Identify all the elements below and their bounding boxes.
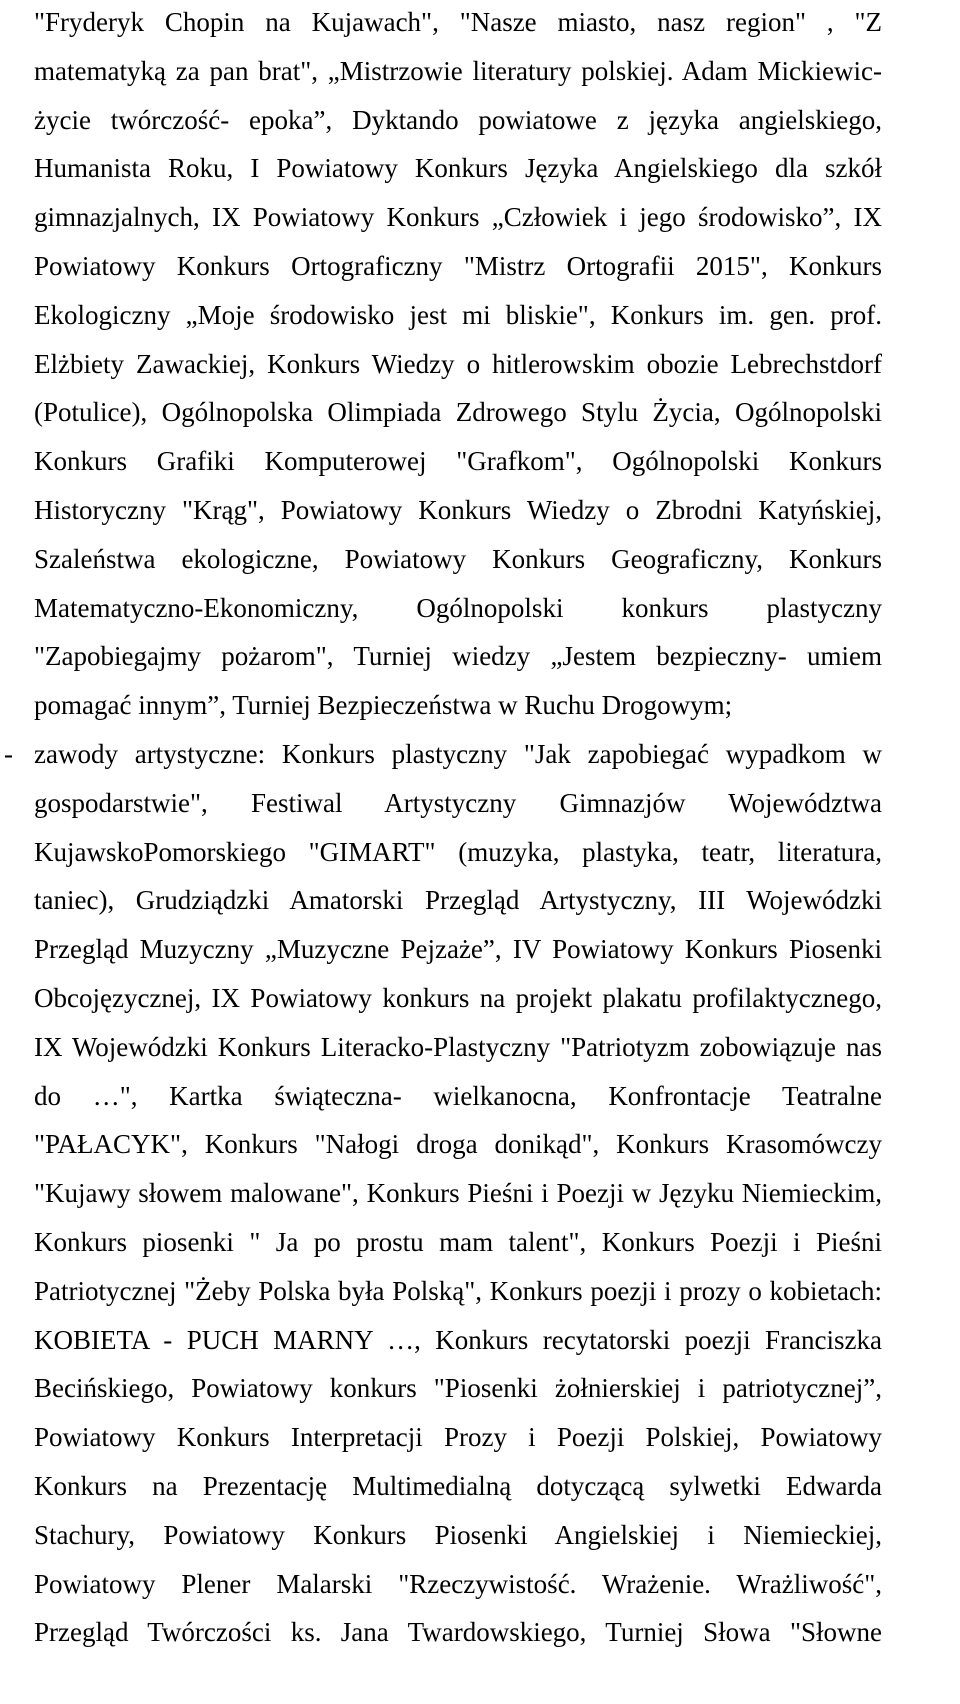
text-line: IX Wojewódzki Konkurs Literacko-Plastyczny "Patriotyzm zobowiązuje nas — [34, 1032, 882, 1062]
text-line: gimnazjalnych, IX Powiatowy Konkurs „Człowiek i jego środowisko”, IX — [34, 202, 882, 232]
text-line: Konkurs na Prezentację Multimedialną dotyczącą sylwetki Edwarda — [34, 1471, 882, 1501]
list-bullet-dash: - — [4, 739, 13, 769]
text-line: Matematyczno-Ekonomiczny, Ogólnopolski konkurs plastyczny — [34, 593, 882, 623]
text-line: do …", Kartka świąteczna- wielkanocna, Konfrontacje Teatralne — [34, 1081, 882, 1111]
text-line: Ekologiczny „Moje środowisko jest mi bliskie", Konkurs im. gen. prof. — [34, 300, 882, 330]
text-line: Konkurs piosenki " Ja po prostu mam talent", Konkurs Poezji i Pieśni — [34, 1227, 882, 1257]
text-line: (Potulice), Ogólnopolska Olimpiada Zdrowego Stylu Życia, Ogólnopolski — [34, 397, 882, 427]
text-line: Przegląd Twórczości ks. Jana Twardowskiego, Turniej Słowa "Słowne — [34, 1617, 882, 1647]
text-line: taniec), Grudziądzki Amatorski Przegląd Artystyczny, III Wojewódzki — [34, 885, 882, 915]
text-line: "Zapobiegajmy pożarom", Turniej wiedzy „Jestem bezpieczny- umiem — [34, 641, 882, 671]
text-line: Patriotycznej "Żeby Polska była Polską", Konkurs poezji i prozy o kobietach: — [34, 1276, 882, 1306]
text-line: KOBIETA - PUCH MARNY …, Konkurs recytatorski poezji Franciszka — [34, 1325, 882, 1355]
text-line: życie twórczość- epoka”, Dyktando powiatowe z języka angielskiego, — [34, 105, 882, 135]
text-line: Przegląd Muzyczny „Muzyczne Pejzaże”, IV Powiatowy Konkurs Piosenki — [34, 934, 882, 964]
text-line: Szaleństwa ekologiczne, Powiatowy Konkurs Geograficzny, Konkurs — [34, 544, 882, 574]
text-line: Powiatowy Konkurs Ortograficzny "Mistrz Ortografii 2015", Konkurs — [34, 251, 882, 281]
text-line: zawody artystyczne: Konkurs plastyczny "Jak zapobiegać wypadkom w — [34, 739, 882, 769]
text-line: Konkurs Grafiki Komputerowej "Grafkom", Ogólnopolski Konkurs — [34, 446, 882, 476]
text-line: "PAŁACYK", Konkurs "Nałogi droga donikąd", Konkurs Krasomówczy — [34, 1129, 882, 1159]
text-line: matematyką za pan brat", „Mistrzowie literatury polskiej. Adam Mickiewic- — [34, 56, 882, 86]
text-line: Humanista Roku, I Powiatowy Konkurs Języka Angielskiego dla szkół — [34, 153, 882, 183]
text-line: "Fryderyk Chopin na Kujawach", "Nasze miasto, nasz region" , "Z — [34, 7, 882, 37]
text-line: Powiatowy Plener Malarski "Rzeczywistość. Wrażenie. Wrażliwość", — [34, 1569, 882, 1599]
text-line: KujawskoPomorskiego "GIMART" (muzyka, plastyka, teatr, literatura, — [34, 837, 882, 867]
text-line: Stachury, Powiatowy Konkurs Piosenki Angielskiej i Niemieckiej, — [34, 1520, 882, 1550]
text-line: Historyczny "Krąg", Powiatowy Konkurs Wiedzy o Zbrodni Katyńskiej, — [34, 495, 882, 525]
text-line: "Kujawy słowem malowane", Konkurs Pieśni i Poezji w Języku Niemieckim, — [34, 1178, 882, 1208]
text-line: pomagać innym”, Turniej Bezpieczeństwa w Ruchu Drogowym; — [34, 690, 733, 720]
text-line: gospodarstwie", Festiwal Artystyczny Gimnazjów Województwa — [34, 788, 882, 818]
text-line: Obcojęzycznej, IX Powiatowy konkurs na projekt plakatu profilaktycznego, — [34, 983, 882, 1013]
text-line: Elżbiety Zawackiej, Konkurs Wiedzy o hitlerowskim obozie Lebrechstdorf — [34, 349, 882, 379]
text-line: Becińskiego, Powiatowy konkurs "Piosenki żołnierskiej i patriotycznej”, — [34, 1373, 882, 1403]
text-line: Powiatowy Konkurs Interpretacji Prozy i Poezji Polskiej, Powiatowy — [34, 1422, 882, 1452]
